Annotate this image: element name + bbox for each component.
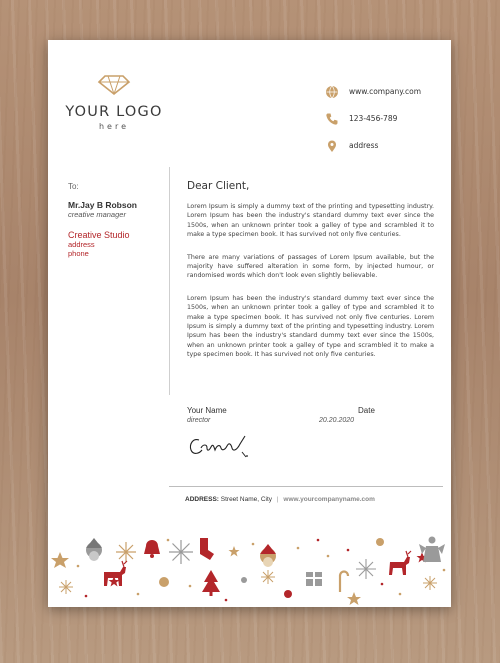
footer-separator: | [276,496,279,503]
snowflake-icon [356,559,376,579]
snowflake-icon [261,570,275,584]
body-paragraph: There are many variations of passages of Lorem Ipsum available, but the majority have suffered alteration in some form, by injected humour, or randomised words which don't look even slightly believable. [187,253,434,280]
recipient-name: Mr.Jay B Robson [68,200,137,210]
contact-website: www.company.com [349,87,421,96]
body-paragraph: Lorem Ipsum is simply a dummy text of the printing and typesetting industry. Lorem Ipsum has been the industry's standard dummy text ever since the 1500s, when an unknown printer took a galley of type and scrambled it to make a type specimen book. It has survived not only five centuries. [187,203,434,239]
footer-address [185,496,375,503]
footer-divider [169,486,443,487]
date-value: 20.20.2020 [319,417,355,424]
christmas-ornament-border [48,520,451,607]
logo-subtitle: here [98,122,130,131]
recipient-role: creative manager [68,210,126,219]
snowflake-icon [116,542,136,562]
recipient-block [68,182,137,258]
vertical-divider [169,167,170,395]
footer-address-label: ADDRESS: [185,496,219,503]
logo-title: YOUR LOGO [65,104,163,120]
contact-phone: 123-456-789 [349,114,398,123]
globe-icon [325,85,339,99]
contact-address-row [325,132,421,159]
date-label: Date [358,406,375,415]
to-label: To: [68,182,79,191]
contact-website-row [325,78,421,105]
letter-body [187,180,434,373]
greeting: Dear Client, [187,180,250,192]
signer-role: director [187,417,211,424]
contact-block [325,78,421,159]
handwritten-signature [187,432,257,460]
phone-icon [325,112,339,126]
footer-website: www.yourcompanyname.com [283,496,375,503]
recipient-company: Creative Studio [68,230,130,240]
recipient-phone: phone [68,249,89,258]
letterhead-page [48,40,451,607]
location-pin-icon [325,139,339,153]
contact-address: address [349,141,379,150]
snowflake-icon [59,580,73,594]
body-paragraph: Lorem Ipsum has been the industry's standard dummy text ever since the 1500s, when an unknown printer took a galley of type and scrambled it to make a type specimen book. It has survived not only five centuries. Lorem Ipsum is simply a dummy text of the printing and typesetting industry. Lorem Ipsum has been the industry's standard dummy text ever since the 1500s, when an unknown printer took a galley of type and scrambled it to make a type specimen book. It has survived not only five centuries. [187,294,434,359]
footer-address-value: Street Name, City [220,496,273,503]
snowflake-icon [169,540,193,564]
recipient-address: address [68,240,95,249]
gift-icon [306,572,322,586]
signer-name: Your Name [187,406,227,415]
snowflake-icon [423,576,437,590]
company-logo [64,74,164,131]
contact-phone-row [325,105,421,132]
logo-mark-icon [96,74,132,96]
